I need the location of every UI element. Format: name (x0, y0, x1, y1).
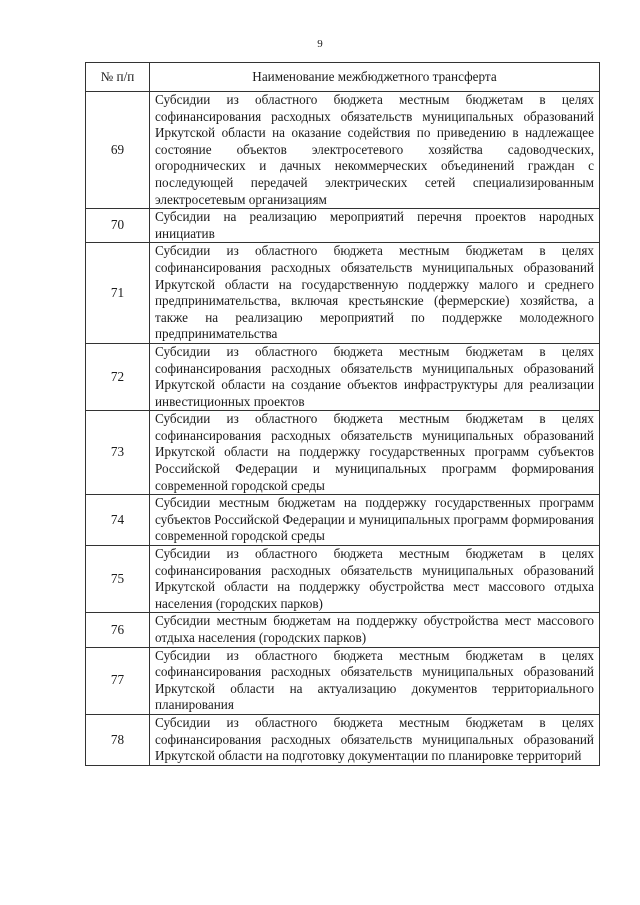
transfer-name: Субсидии из областного бюджета местным бюджетам в целях софинансирования расходных обязательств муниципальных образований Иркутской области на государственную поддержку малого и среднего предпринимательства, включая крестьянские (фермерские) хозяйства, а также на реализацию мероприятий по поддержке молодежного предпринимательства (150, 243, 600, 344)
row-number: 78 (86, 714, 150, 765)
transfer-name: Субсидии из областного бюджета местным бюджетам в целях софинансирования расходных обязательств муниципальных образований Иркутской области на создание объектов инфраструктуры для реализации инвестиционных проектов (150, 343, 600, 410)
table-body (86, 92, 600, 766)
table-row (86, 647, 600, 714)
table-row (86, 613, 600, 647)
row-number: 74 (86, 495, 150, 546)
row-number: 75 (86, 546, 150, 613)
row-number: 71 (86, 243, 150, 344)
table-row (86, 243, 600, 344)
row-number: 73 (86, 411, 150, 495)
table-row (86, 495, 600, 546)
transfer-name: Субсидии на реализацию мероприятий перечня проектов народных инициатив (150, 209, 600, 243)
table-row (86, 411, 600, 495)
row-number: 70 (86, 209, 150, 243)
table-row (86, 92, 600, 209)
transfer-name: Субсидии из областного бюджета местным бюджетам в целях софинансирования расходных обязательств муниципальных образований Иркутской области на оказание содействия по приведению в надлежащее состояние объектов электросетевого хозяйства садоводческих, огороднических и дачных некоммерческих объединений граждан с последующей передачей электрических сетей специализированным электросетевым организациям (150, 92, 600, 209)
row-number: 72 (86, 343, 150, 410)
transfer-name: Субсидии местным бюджетам на поддержку государственных программ субъектов Российской Федерации и муниципальных программ формирования современной городской среды (150, 495, 600, 546)
transfer-name: Субсидии из областного бюджета местным бюджетам в целях софинансирования расходных обязательств муниципальных образований Иркутской области на поддержку государственных программ субъектов Российской Федерации и муниципальных программ формирования современной городской среды (150, 411, 600, 495)
table-row (86, 343, 600, 410)
transfers-table (85, 62, 600, 766)
transfer-name: Субсидии местным бюджетам на поддержку обустройства мест массового отдыха населения (городских парков) (150, 613, 600, 647)
transfer-name: Субсидии из областного бюджета местным бюджетам в целях софинансирования расходных обязательств муниципальных образований Иркутской области на подготовку документации по планировке территорий (150, 714, 600, 765)
table-row (86, 209, 600, 243)
table-row (86, 546, 600, 613)
column-header-number: № п/п (86, 63, 150, 92)
column-header-name: Наименование межбюджетного трансферта (150, 63, 600, 92)
table-header-row (86, 63, 600, 92)
page-number: 9 (317, 38, 323, 50)
table-row (86, 714, 600, 765)
transfer-name: Субсидии из областного бюджета местным бюджетам в целях софинансирования расходных обязательств муниципальных образований Иркутской области на поддержку обустройства мест массового отдыха населения (городских парков) (150, 546, 600, 613)
row-number: 77 (86, 647, 150, 714)
row-number: 69 (86, 92, 150, 209)
row-number: 76 (86, 613, 150, 647)
transfer-name: Субсидии из областного бюджета местным бюджетам в целях софинансирования расходных обязательств муниципальных образований Иркутской области на актуализацию документов территориального планирования (150, 647, 600, 714)
